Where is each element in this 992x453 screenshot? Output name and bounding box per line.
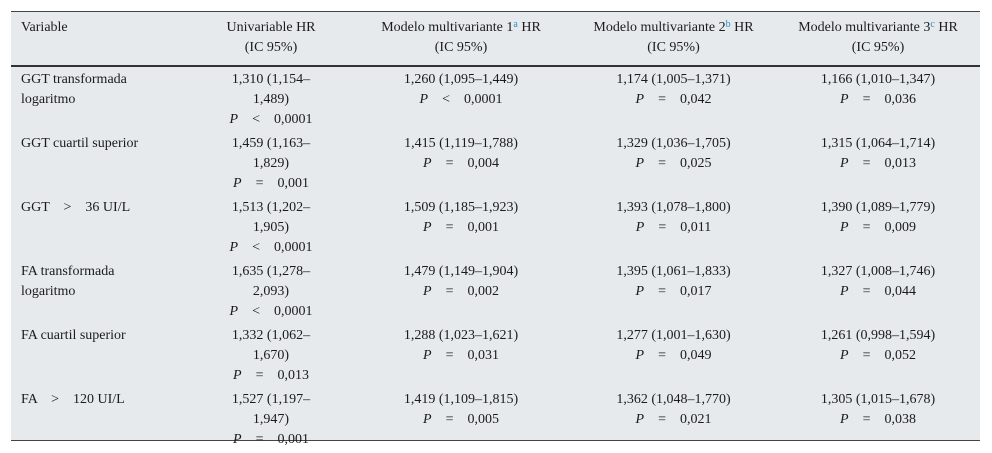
table-row <box>11 196 980 260</box>
model-3-hr: 1,327 (1,008–1,746) <box>820 264 936 279</box>
header-variable: Variable <box>21 20 68 35</box>
p-value: P = 0,001 <box>233 176 309 191</box>
variable-cell <box>11 132 191 196</box>
model-2-hr: 1,393 (1,078–1,800) <box>616 200 731 215</box>
header-model-3-ci: (IC 95%) <box>851 40 905 55</box>
model-2-cell <box>571 324 776 388</box>
model-3-hr: 1,390 (1,089–1,779) <box>820 200 936 215</box>
model-3-cell <box>776 196 980 260</box>
p-value: P = 0,009 <box>840 220 916 235</box>
model-1-cell <box>351 388 571 452</box>
p-value: P < 0,0001 <box>229 240 313 255</box>
header-univariable-ci: (IC 95%) <box>244 40 298 55</box>
p-value: P = 0,038 <box>840 412 916 427</box>
variable-cell <box>11 66 191 132</box>
header-model-3-title: Modelo multivariante 3 <box>798 20 931 35</box>
univariable-cell <box>191 324 351 388</box>
variable-cell <box>11 260 191 324</box>
table-header-row <box>11 12 980 66</box>
model-1-cell <box>351 324 571 388</box>
univariable-ci-end: 1,905) <box>252 220 290 235</box>
model-1-hr: 1,288 (1,023–1,621) <box>403 328 519 343</box>
model-2-hr: 1,329 (1,036–1,705) <box>616 136 731 151</box>
variable-name-line-1: GGT > 36 UI/L <box>21 200 131 215</box>
footnote-c-link[interactable]: c <box>930 19 935 30</box>
p-value: P = 0,013 <box>840 156 916 171</box>
model-1-cell <box>351 132 571 196</box>
model-2-hr: 1,362 (1,048–1,770) <box>616 392 731 407</box>
header-univariable-title: Univariable HR <box>226 20 316 35</box>
model-2-cell <box>571 260 776 324</box>
univariable-hr: 1,459 (1,163– <box>231 136 311 151</box>
model-1-hr: 1,419 (1,109–1,815) <box>403 392 519 407</box>
model-1-cell <box>351 66 571 132</box>
header-model-3-hr: HR <box>934 20 958 35</box>
header-univariable <box>191 12 351 66</box>
header-model-2-hr: HR <box>730 20 754 35</box>
p-value: P < 0,0001 <box>229 304 313 319</box>
p-value: P = 0,044 <box>840 284 916 299</box>
p-value: P = 0,021 <box>635 412 712 427</box>
table-row <box>11 132 980 196</box>
p-value: P = 0,052 <box>840 348 916 363</box>
model-1-cell <box>351 260 571 324</box>
variable-name-line-2: logaritmo <box>21 284 76 299</box>
univariable-ci-end: 1,829) <box>252 156 290 171</box>
p-value: P = 0,031 <box>423 348 499 363</box>
model-2-hr: 1,277 (1,001–1,630) <box>616 328 731 343</box>
header-model-1-hr: HR <box>517 20 541 35</box>
footnote-b-link[interactable]: b <box>725 19 731 30</box>
model-2-hr: 1,395 (1,061–1,833) <box>616 264 731 279</box>
header-model-1 <box>351 12 571 66</box>
header-model-1-ci: (IC 95%) <box>434 40 488 55</box>
header-model-2-title: Modelo multivariante 2 <box>593 20 726 35</box>
p-value: P = 0,042 <box>635 92 712 107</box>
model-3-cell <box>776 260 980 324</box>
univariable-ci-end: 1,670) <box>252 348 290 363</box>
results-table-container <box>11 11 980 447</box>
univariable-ci-end: 2,093) <box>252 284 290 299</box>
variable-name-line-1: FA > 120 UI/L <box>21 392 125 407</box>
model-1-hr: 1,260 (1,095–1,449) <box>403 72 519 87</box>
model-3-hr: 1,166 (1,010–1,347) <box>820 72 936 87</box>
model-3-hr: 1,315 (1,064–1,714) <box>820 136 936 151</box>
variable-cell <box>11 388 191 452</box>
p-value: P = 0,013 <box>233 368 309 383</box>
header-model-3 <box>776 12 980 66</box>
table-row <box>11 66 980 132</box>
p-value: P < 0,0001 <box>229 112 313 127</box>
model-3-cell <box>776 324 980 388</box>
univariable-cell <box>191 388 351 452</box>
model-3-cell <box>776 66 980 132</box>
p-value: P < 0,0001 <box>419 92 503 107</box>
univariable-hr: 1,513 (1,202– <box>231 200 311 215</box>
footnote-a-link[interactable]: a <box>513 19 518 30</box>
p-value: P = 0,025 <box>635 156 712 171</box>
header-model-2 <box>571 12 776 66</box>
model-2-hr: 1,174 (1,005–1,371) <box>616 72 731 87</box>
variable-cell <box>11 196 191 260</box>
p-value: P = 0,005 <box>423 412 499 427</box>
table-row <box>11 388 980 452</box>
model-3-hr: 1,305 (1,015–1,678) <box>820 392 936 407</box>
univariable-cell <box>191 132 351 196</box>
variable-name-line-1: GGT cuartil superior <box>21 136 139 151</box>
p-value: P = 0,001 <box>233 432 309 447</box>
univariable-hr: 1,635 (1,278– <box>231 264 311 279</box>
univariable-cell <box>191 260 351 324</box>
univariable-hr: 1,332 (1,062– <box>231 328 311 343</box>
model-1-hr: 1,509 (1,185–1,923) <box>403 200 519 215</box>
model-3-cell <box>776 132 980 196</box>
univariable-ci-end: 1,489) <box>252 92 290 107</box>
model-2-cell <box>571 66 776 132</box>
variable-cell <box>11 324 191 388</box>
table-row <box>11 324 980 388</box>
model-2-cell <box>571 388 776 452</box>
univariable-ci-end: 1,947) <box>252 412 290 427</box>
p-value: P = 0,001 <box>423 220 499 235</box>
variable-name-line-2: logaritmo <box>21 92 76 107</box>
model-2-cell <box>571 132 776 196</box>
model-3-cell <box>776 388 980 452</box>
p-value: P = 0,002 <box>423 284 499 299</box>
hazard-ratio-table <box>11 12 980 452</box>
univariable-hr: 1,527 (1,197– <box>231 392 311 407</box>
table-row <box>11 260 980 324</box>
variable-name-line-1: GGT transformada <box>21 72 127 87</box>
model-2-cell <box>571 196 776 260</box>
model-1-cell <box>351 196 571 260</box>
header-model-2-ci: (IC 95%) <box>647 40 700 55</box>
variable-name-line-1: FA cuartil superior <box>21 328 126 343</box>
p-value: P = 0,011 <box>635 220 712 235</box>
model-1-hr: 1,479 (1,149–1,904) <box>403 264 519 279</box>
univariable-cell <box>191 196 351 260</box>
univariable-cell <box>191 66 351 132</box>
model-1-hr: 1,415 (1,119–1,788) <box>404 136 518 151</box>
p-value: P = 0,049 <box>635 348 712 363</box>
p-value: P = 0,017 <box>635 284 712 299</box>
header-model-1-title: Modelo multivariante 1 <box>381 20 514 35</box>
variable-name-line-1: FA transformada <box>21 264 115 279</box>
p-value: P = 0,004 <box>423 156 499 171</box>
p-value: P = 0,036 <box>840 92 916 107</box>
model-3-hr: 1,261 (0,998–1,594) <box>820 328 936 343</box>
univariable-hr: 1,310 (1,154– <box>231 72 311 87</box>
